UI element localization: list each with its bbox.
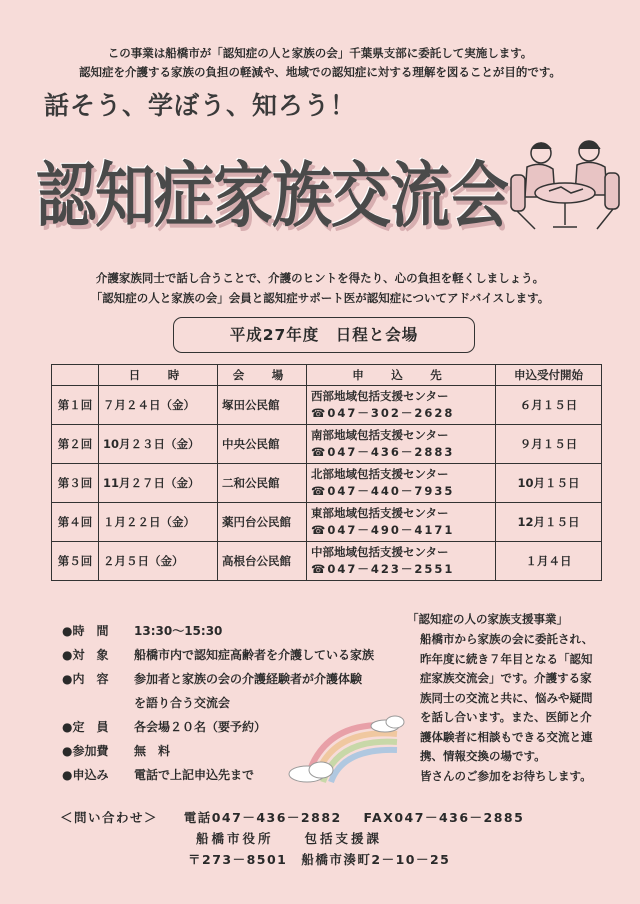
table-row	[52, 503, 602, 542]
date-cell: １月２２日（金）	[99, 503, 218, 542]
table-row	[52, 386, 602, 425]
round-cell: 第３回	[52, 464, 99, 503]
round-cell: 第２回	[52, 425, 99, 464]
side-line: 族同士の交流と共に、悩みや疑問	[420, 690, 593, 705]
contact-cell	[307, 464, 496, 503]
info-value: 船橋市内で認知症高齢者を介護している家族	[134, 648, 375, 662]
info-time	[62, 621, 222, 641]
side-body	[420, 630, 595, 786]
phone-number[interactable]: ☎047－423－2551	[311, 562, 455, 576]
contact-label: ＜問い合わせ＞	[60, 810, 159, 825]
phone-number[interactable]: ☎047－302－2628	[311, 406, 455, 420]
intro-line-2: 認知症を介護する家族の負担の軽減や、地域での認知症に対する理解を図ることが目的です。	[79, 65, 561, 79]
contact-cell	[307, 503, 496, 542]
table-header: 日 時	[99, 365, 218, 386]
info-value: 無 料	[134, 744, 171, 758]
side-line: 昨年度に続き７年目となる「認知	[420, 651, 593, 666]
info-label: ●時 間	[62, 624, 109, 638]
table-header: 会 場	[218, 365, 307, 386]
table-header-row	[52, 365, 602, 386]
family-meeting-illustration	[505, 135, 625, 240]
info-value: を語り合う交流会	[134, 696, 231, 710]
date-cell: ２月５日（金）	[99, 542, 218, 581]
info-label: ●対 象	[62, 648, 109, 662]
round-cell: 第４回	[52, 503, 99, 542]
intro-line-1: この事業は船橋市が「認知症の人と家族の会」千葉県支部に委託して実施します。	[107, 46, 533, 60]
info-value: 各会場２０名（要予約）	[134, 720, 267, 734]
start-cell: ９月１５日	[496, 425, 602, 464]
center-name: 中部地域包括支援センター	[311, 545, 449, 559]
schedule-heading: 平成27年度 日程と会場	[173, 317, 475, 353]
contact-address: 〒273－8501 船橋市湊町2－10－25	[188, 852, 451, 867]
contact-fax: FAX047－436－2885	[363, 810, 525, 825]
side-line: 症家族交流会」です。介護する家	[420, 671, 592, 685]
start-cell: 10月１５日	[496, 464, 602, 503]
venue-cell: 二和公民館	[218, 464, 307, 503]
slogan: 話そう、学ぼう、知ろう！	[44, 91, 357, 120]
side-title: 「認知症の人の家族支援事業」	[407, 612, 568, 626]
table-header: 申 込 先	[307, 365, 496, 386]
subtitle-line-1: 介護家族同士で話し合うことで、介護のヒントを得たり、心の負担を軽くしましょう。	[95, 271, 545, 285]
center-name: 西部地域包括支援センター	[311, 389, 449, 403]
page-title: 認知症家族交流会	[36, 155, 508, 238]
start-cell: １月４日	[496, 542, 602, 581]
info-label: ●申込み	[62, 768, 109, 782]
info-label: ●定 員	[62, 720, 109, 734]
info-content	[62, 669, 362, 689]
info-capacity	[62, 717, 266, 737]
table-header	[52, 365, 99, 386]
round-cell: 第１回	[52, 386, 99, 425]
schedule-table	[51, 364, 602, 581]
side-line: 携、情報交換の場です。	[420, 749, 546, 763]
start-cell: 12月１５日	[496, 503, 602, 542]
contact-cell	[307, 542, 496, 581]
center-name: 東部地域包括支援センター	[311, 506, 449, 520]
info-value: 電話で上記申込先まで	[134, 768, 255, 782]
center-name: 北部地域包括支援センター	[311, 467, 449, 481]
phone-number[interactable]: ☎047－436－2883	[311, 445, 455, 459]
date-cell: 10月２３日（金）	[99, 425, 218, 464]
info-content-cont	[62, 693, 230, 713]
info-target	[62, 645, 374, 665]
info-label: ●参加費	[62, 744, 109, 758]
venue-cell: 中央公民館	[218, 425, 307, 464]
venue-cell: 薬円台公民館	[218, 503, 307, 542]
center-name: 南部地域包括支援センター	[311, 428, 449, 442]
table-row	[52, 464, 602, 503]
info-value: 参加者と家族の会の介護経験者が介護体験	[134, 672, 363, 686]
subtitle-line-2: 「認知症の人と家族の会」会員と認知症サポート医が認知症についてアドバイスします。	[90, 291, 550, 305]
date-cell: ７月２４日（金）	[99, 386, 218, 425]
side-line: 護体験者に相談もできる交流と連	[420, 729, 593, 744]
contact-cell	[307, 425, 496, 464]
info-apply	[62, 765, 254, 785]
info-label: ●内 容	[62, 672, 109, 686]
phone-number[interactable]: ☎047－440－7935	[311, 484, 455, 498]
table-row	[52, 542, 602, 581]
contact-line	[60, 808, 524, 826]
contact-cell	[307, 386, 496, 425]
info-fee	[62, 741, 170, 761]
start-cell: ６月１５日	[496, 386, 602, 425]
date-cell: 11月２７日（金）	[99, 464, 218, 503]
contact-dept: 船橋市役所 包括支援課	[196, 831, 383, 846]
round-cell: 第５回	[52, 542, 99, 581]
venue-cell: 高根台公民館	[218, 542, 307, 581]
side-line: 皆さんのご参加をお待ちします。	[420, 768, 592, 783]
phone-number[interactable]: ☎047－490－4171	[311, 523, 455, 537]
info-value: 13:30～15:30	[134, 624, 223, 638]
table-header: 申込受付開始	[496, 365, 602, 386]
venue-cell: 塚田公民館	[218, 386, 307, 425]
side-line: を話し合います。また、医師と介	[420, 710, 592, 724]
contact-tel[interactable]: 電話047－436－2882	[183, 810, 342, 825]
rainbow-illustration	[285, 712, 405, 784]
side-line: 船橋市から家族の会に委託され、	[420, 632, 594, 646]
table-row	[52, 425, 602, 464]
